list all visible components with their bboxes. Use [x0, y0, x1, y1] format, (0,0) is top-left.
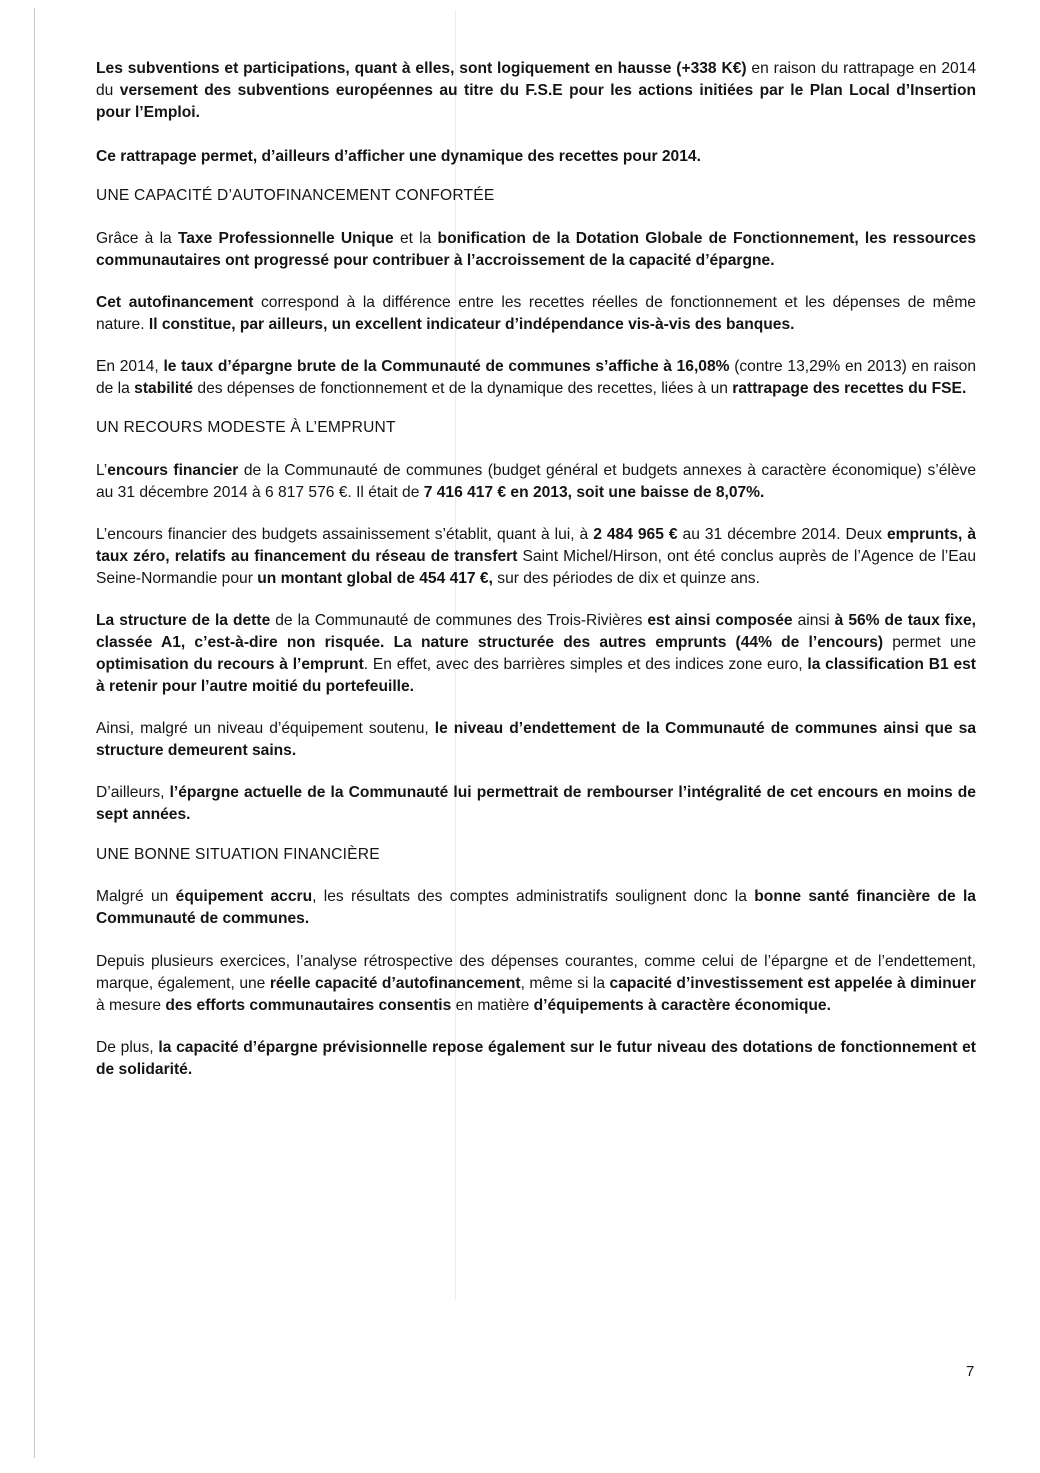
bold-text-run: versement des subventions européennes au titre du F.S.E pour les actions initiées par le Plan Local d’Insertion pour l’Emploi. — [96, 82, 976, 121]
bold-text-run: rattrapage des recettes du FSE. — [732, 380, 967, 397]
text-run: En 2014, — [96, 358, 164, 375]
text-run: Malgré un — [96, 888, 176, 905]
paragraph-equipement — [96, 886, 976, 930]
text-run: Saint Michel/Hirson, ont été conclus auprès de l’Agence de l’Eau Seine-Normandie pour — [96, 548, 976, 587]
paragraph-assainissement — [96, 524, 976, 590]
bold-text-run: à 56% de taux fixe, classée A1, c’est-à-dire non risquée. La nature structurée des autres emprunts (44% de l’encours) — [96, 612, 976, 651]
text-run: (contre 13,29% en 2013) en raison de la — [96, 358, 976, 397]
text-run: en matière — [451, 997, 534, 1014]
bold-text-run: équipement accru — [175, 888, 313, 905]
text-run: Depuis plusieurs exercices, l’analyse rétrospective des dépenses courantes, comme celui de l’épargne et de l’endettement, marque, également, une — [96, 953, 976, 992]
bold-text-run: capacité d’investissement est appelée à diminuer — [609, 975, 976, 992]
bold-text-run: des efforts communautaires consentis — [165, 997, 452, 1014]
bold-text-run: emprunts, à taux zéro, relatifs au financement du réseau de transfert — [96, 526, 976, 565]
text-run: L’ — [96, 462, 108, 479]
text-run: ainsi — [792, 612, 835, 629]
bold-text-run: réelle capacité d’autofinancement — [269, 975, 521, 992]
paragraph-taxe-professionnelle — [96, 228, 976, 272]
bold-text-run: 2 484 965 € — [593, 526, 678, 543]
page-number: 7 — [966, 1363, 975, 1380]
text-run: des dépenses de fonctionnement et de la dynamique des recettes, liées à un — [193, 380, 733, 397]
bold-text-run: encours financier — [107, 462, 239, 479]
bold-text-run: 7 416 417 € en 2013, soit une baisse de 8,07%. — [423, 484, 765, 501]
bold-text-run: un montant global de 454 417 €, — [257, 570, 493, 587]
text-run: et la — [393, 230, 438, 247]
bold-text-run: optimisation du recours à l’emprunt — [96, 656, 364, 673]
bold-text-run: le niveau d’endettement de la Communauté de communes ainsi que sa structure demeurent sains. — [96, 720, 976, 759]
bold-text-run: stabilité — [134, 380, 194, 397]
heading-situation: UNE BONNE SITUATION FINANCIÈRE — [96, 846, 380, 863]
heading-emprunt: UN RECOURS MODESTE À L’EMPRUNT — [96, 419, 396, 436]
text-run: au 31 décembre 2014. Deux — [677, 526, 887, 543]
paragraph-epargne-actuelle — [96, 782, 976, 826]
paragraph-niveau-endettement — [96, 718, 976, 762]
text-run: , les résultats des comptes administratifs soulignent donc la — [312, 888, 755, 905]
bold-text-run: l’épargne actuelle de la Communauté lui permettrait de rembourser l’intégralité de cet encours en moins de sept années. — [96, 784, 976, 823]
scan-edge-line — [34, 8, 35, 1458]
document-page — [96, 58, 976, 1081]
bold-text-run: la classification B1 est à retenir pour l’autre moitié du portefeuille. — [96, 656, 976, 695]
paragraph-rattrapage — [96, 146, 976, 168]
paragraph-subventions — [96, 58, 976, 124]
text-run: permet une — [883, 634, 976, 651]
text-run: , même si la — [520, 975, 610, 992]
text-run: . En effet, avec des barrières simples et des indices zone euro, — [363, 656, 808, 673]
bold-text-run: bonne santé financière de la Communauté de communes. — [96, 888, 976, 927]
heading-autofinancement: UNE CAPACITÉ D’AUTOFINANCEMENT CONFORTÉE — [96, 187, 495, 204]
paragraph-encours-financier — [96, 460, 976, 504]
text-run: en raison du rattrapage en 2014 du — [96, 60, 977, 99]
text-run: De plus, — [96, 1039, 159, 1056]
bold-text-run: Il constitue, par ailleurs, un excellent indicateur d’indépendance vis-à-vis des banques. — [148, 316, 795, 333]
bold-text-run: Les subventions et participations, quant à elles, sont logiquement en hausse (+338 K€) — [96, 60, 747, 77]
text-run: Ainsi, malgré un niveau d’équipement soutenu, — [96, 720, 435, 737]
text-run: à mesure — [96, 997, 166, 1014]
text-run: Grâce à la — [96, 230, 178, 247]
text-run: de la Communauté de communes (budget général et budgets annexes à caractère économique) s’élève au 31 décembre 2014 à 6 817 576 €. Il était de — [96, 462, 976, 501]
paragraph-autofinancement — [96, 292, 976, 336]
paragraph-capacite-epargne — [96, 1037, 976, 1081]
text-run: D’ailleurs, — [96, 784, 170, 801]
paragraph-structure-dette — [96, 610, 976, 698]
bold-text-run: est ainsi composée — [647, 612, 793, 629]
bold-text-run: le taux d’épargne brute de la Communauté de communes s’affiche à 16,08% — [163, 358, 730, 375]
paragraph-analyse-retrospective — [96, 951, 976, 1017]
text-run: correspond à la différence entre les recettes réelles de fonctionnement et les dépenses de même nature. — [96, 294, 976, 333]
bold-text-run: Ce rattrapage permet, d’ailleurs d’afficher une dynamique des recettes pour 2014. — [96, 148, 701, 165]
text-run: L’encours financier des budgets assainissement s’établit, quant à lui, à — [96, 526, 594, 543]
bold-text-run: la capacité d’épargne prévisionnelle repose également sur le futur niveau des dotations de fonctionnement et de solidarité. — [96, 1039, 976, 1078]
text-run: sur des périodes de dix et quinze ans. — [492, 570, 760, 587]
text-run: de la Communauté de communes des Trois-Rivières — [270, 612, 648, 629]
bold-text-run: Taxe Professionnelle Unique — [177, 230, 394, 247]
bold-text-run: d’équipements à caractère économique. — [533, 997, 831, 1014]
bold-text-run: bonification de la Dotation Globale de Fonctionnement, les ressources communautaires ont progressé pour contribuer à l’accroissement de la capacité d’épargne. — [96, 230, 976, 269]
paragraph-taux-epargne — [96, 356, 976, 400]
bold-text-run: Cet autofinancement — [96, 294, 254, 311]
bold-text-run: La structure de la dette — [96, 612, 271, 629]
